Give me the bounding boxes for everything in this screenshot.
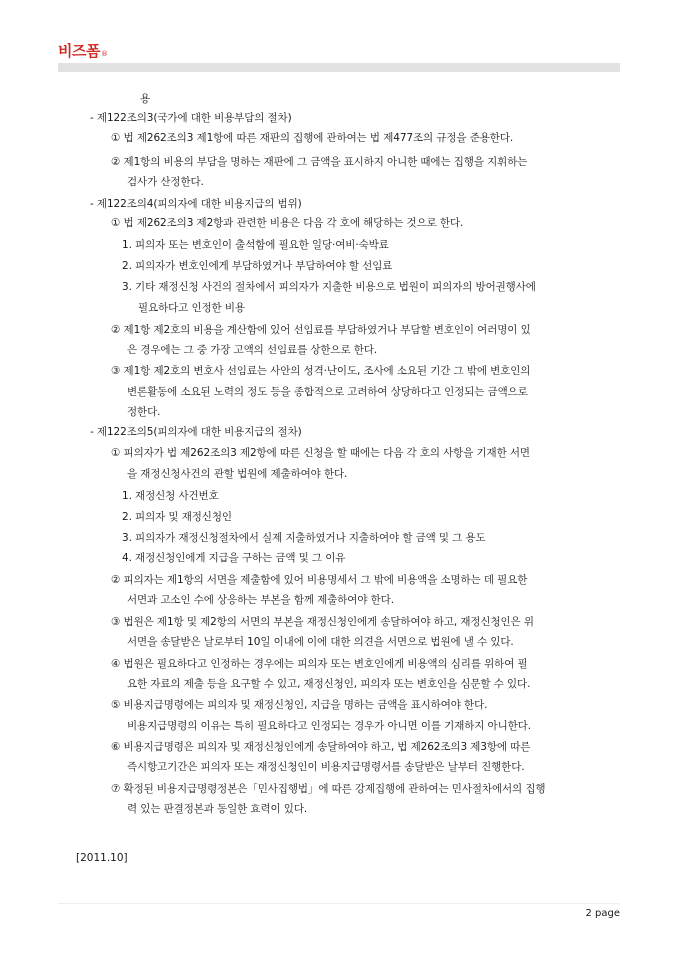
text-line: 력 있는 판결정본과 동일한 효력이 있다. [127, 803, 308, 815]
text-line: 을 재정신청사건의 관할 법원에 제출하여야 한다. [127, 468, 348, 480]
text-line: 서면과 고소인 수에 상응하는 부본을 함께 제출하여야 한다. [127, 594, 394, 606]
text-line: 3. 기타 재정신청 사건의 절차에서 피의자가 지출한 비용으로 법원이 피의자의 방어권행사에 [122, 281, 536, 293]
revision-date: [2011.10] [76, 852, 128, 864]
brand-logo [58, 40, 108, 61]
text-line: 변론활동에 소요된 노력의 정도 등을 종합적으로 고려하여 상당하다고 인정되는 금액으로 [127, 386, 528, 398]
text-line: 검사가 산정한다. [127, 176, 204, 188]
text-line: 2. 피의자 및 재정신청인 [122, 511, 232, 523]
text-line: ⑤ 비용지급명령에는 피의자 및 재정신청인, 지급을 명하는 금액을 표시하여야 한다. [111, 699, 488, 711]
text-line: 정한다. [127, 406, 161, 418]
text-line: 필요하다고 인정한 비용 [138, 302, 245, 314]
text-line: 1. 재정신청 사건번호 [122, 490, 219, 502]
text-line: 2. 피의자가 변호인에게 부담하였거나 부담하여야 할 선임료 [122, 260, 393, 272]
text-line: 비용지급명령의 이유는 특히 필요하다고 인정되는 경우가 아니면 이를 기재하지 아니한다. [127, 720, 531, 732]
text-line: ① 법 제262조의3 제2항과 관련한 비용은 다음 각 호에 해당하는 것으로 한다. [111, 217, 464, 229]
text-line: ② 피의자는 제1항의 서면을 제출함에 있어 비용명세서 그 밖에 비용액을 소명하는 데 필요한 [111, 574, 528, 586]
text-line: 4. 재정신청인에게 지급을 구하는 금액 및 그 이유 [122, 552, 346, 564]
article-heading: - 제122조의5(피의자에 대한 비용지급의 절차) [90, 426, 302, 438]
article-heading: - 제122조의4(피의자에 대한 비용지급의 범위) [90, 198, 302, 210]
text-line: ② 제1항의 비용의 부담을 명하는 재판에 그 금액을 표시하지 아니한 때에는 집행을 지휘하는 [111, 156, 528, 168]
text-line: 즉시항고기간은 피의자 또는 재정신청인이 비용지급명령서를 송달받은 날부터 진행한다. [127, 761, 525, 773]
text-line: 용 [140, 93, 151, 105]
text-line: ① 법 제262조의3 제1항에 따른 재판의 집행에 관하여는 법 제477조의 규정을 준용한다. [111, 132, 514, 144]
article-heading: - 제122조의3(국가에 대한 비용부담의 절차) [90, 112, 292, 124]
text-line: ④ 법원은 필요하다고 인정하는 경우에는 피의자 또는 변호인에게 비용액의 심리를 위하여 필 [111, 658, 528, 670]
text-line: ① 피의자가 법 제262조의3 제2항에 따른 신청을 할 때에는 다음 각 호의 사항을 기재한 서면 [111, 447, 530, 459]
text-line: 요한 자료의 제출 등을 요구할 수 있고, 재정신청인, 피의자 또는 변호인을 심문할 수 있다. [127, 678, 531, 690]
text-line: 1. 피의자 또는 변호인이 출석함에 필요한 일당·여비·숙박료 [122, 239, 389, 251]
text-line: ⑦ 확정된 비용지급명령정본은「민사집행법」에 따른 강제집행에 관하여는 민사절차에서의 집행 [111, 783, 546, 795]
page-number: 2 page [585, 908, 620, 919]
text-line: ⑥ 비용지급명령은 피의자 및 재정신청인에게 송달하여야 하고, 법 제262조의3 제3항에 따른 [111, 741, 531, 753]
header-bar [58, 63, 620, 72]
text-line: ② 제1항 제2호의 비용을 계산함에 있어 선임료를 부담하였거나 부담할 변호인이 여러명이 있 [111, 324, 531, 336]
text-line: 3. 피의자가 재정신청절차에서 실제 지출하였거나 지출하여야 할 금액 및 그 용도 [122, 532, 486, 544]
text-line: 서면을 송달받은 날로부터 10일 이내에 이에 대한 의견을 서면으로 법원에 낼 수 있다. [127, 636, 514, 648]
text-line: ③ 제1항 제2호의 변호사 선임료는 사안의 성격·난이도, 조사에 소요된 기간 그 밖에 변호인의 [111, 365, 531, 377]
footer-divider [58, 903, 620, 904]
text-line: 은 경우에는 그 중 가장 고액의 선임료를 상한으로 한다. [127, 344, 378, 356]
registered-mark: ® [100, 50, 108, 58]
logo-text: 비즈폼 [58, 42, 100, 60]
text-line: ③ 법원은 제1항 및 제2항의 서면의 부본을 재정신청인에게 송달하여야 하고, 재정신청인은 위 [111, 616, 534, 628]
